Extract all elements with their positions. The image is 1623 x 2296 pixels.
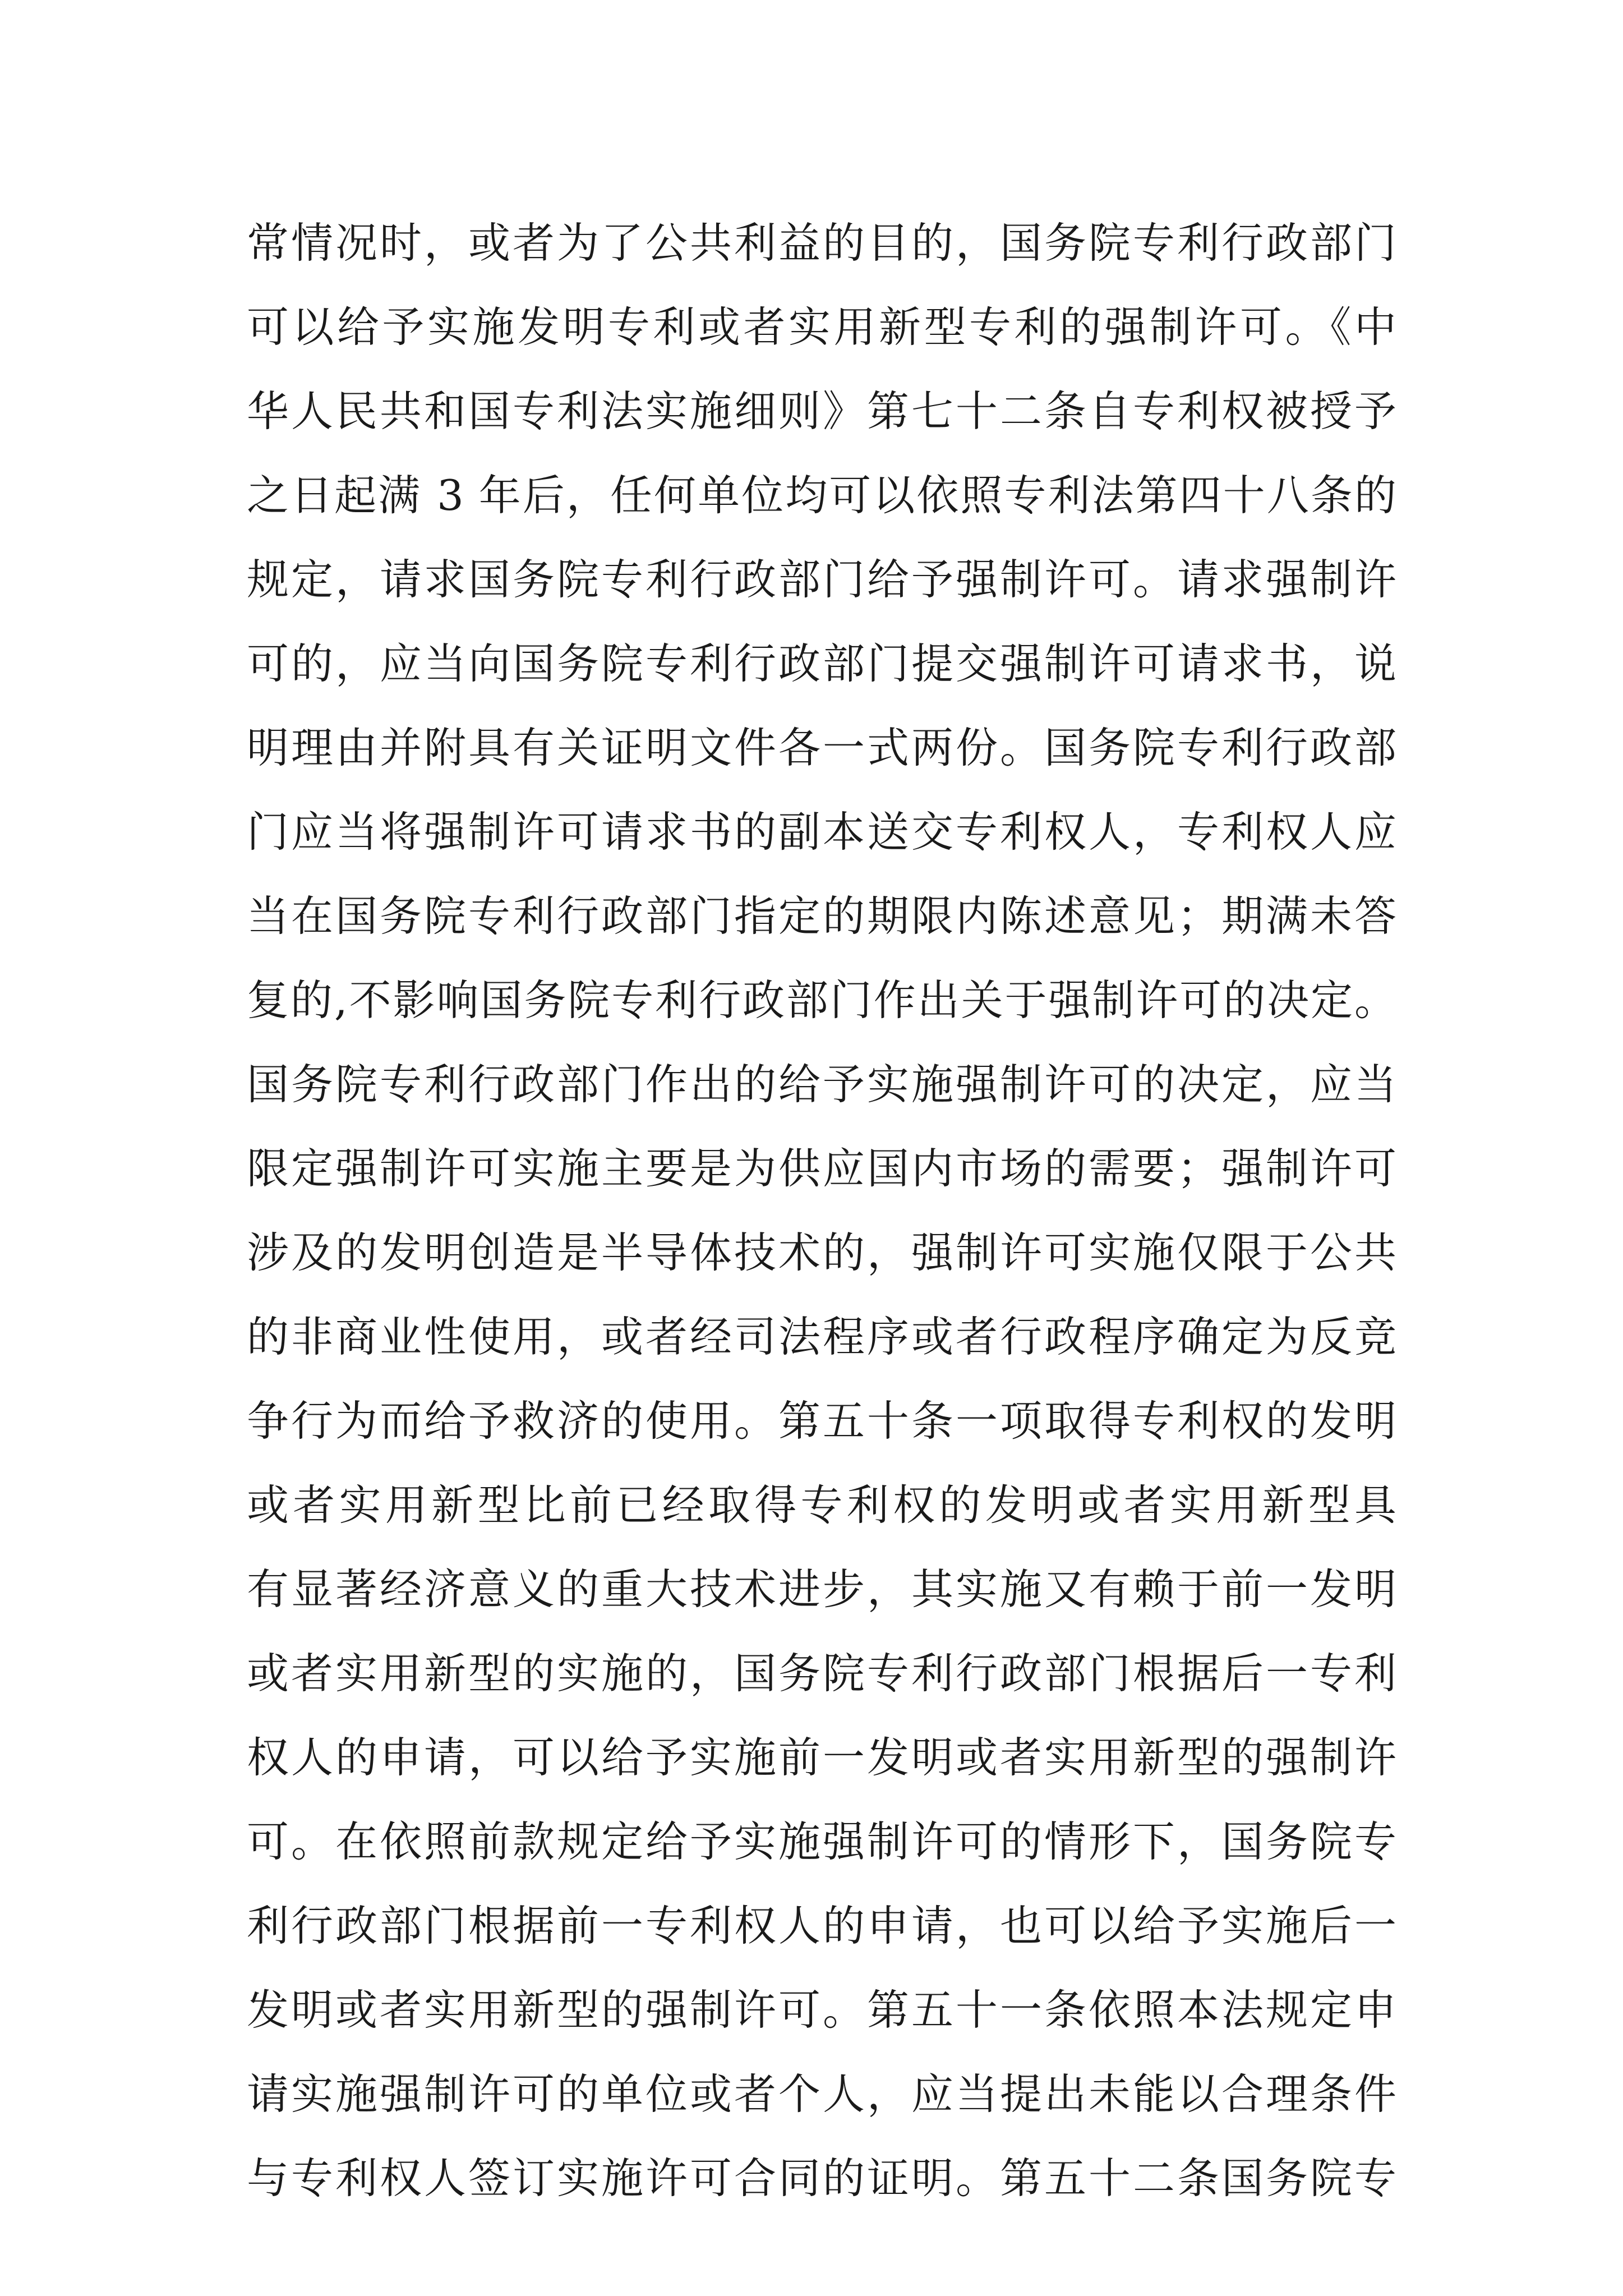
text-line: 华人民共和国专利法实施细则》第七十二条自专利权被授予 (247, 386, 1396, 436)
text-line: 与专利权人签订实施许可合同的证明。第五十二条国务院专 (247, 2154, 1396, 2203)
text-line: 发明或者实用新型的强制许可。第五十一条依照本法规定申 (247, 1985, 1396, 2035)
text-line: 复的,不影响国务院专利行政部门作出关于强制许可的决定。 (247, 976, 1396, 1025)
body-text (247, 201, 1396, 2220)
text-line: 可的，应当向国务院专利行政部门提交强制许可请求书，说 (247, 639, 1396, 688)
text-line: 利行政部门根据前一专利权人的申请，也可以给予实施后一 (247, 1901, 1396, 1950)
text-line: 门应当将强制许可请求书的副本送交专利权人，专利权人应 (247, 807, 1396, 857)
text-line: 明理由并附具有关证明文件各一式两份。国务院专利行政部 (247, 723, 1396, 772)
text-line: 国务院专利行政部门作出的给予实施强制许可的决定，应当 (247, 1060, 1396, 1109)
text-line: 有显著经济意义的重大技术进步，其实施又有赖于前一发明 (247, 1565, 1396, 1614)
text-line: 可。在依照前款规定给予实施强制许可的情形下，国务院专 (247, 1817, 1396, 1866)
text-line: 限定强制许可实施主要是为供应国内市场的需要；强制许可 (247, 1144, 1396, 1193)
text-line: 涉及的发明创造是半导体技术的，强制许可实施仅限于公共 (247, 1228, 1396, 1277)
text-line: 当在国务院专利行政部门指定的期限内陈述意见；期满未答 (247, 891, 1396, 941)
text-line: 规定，请求国务院专利行政部门给予强制许可。请求强制许 (247, 555, 1396, 604)
text-line: 的非商业性使用，或者经司法程序或者行政程序确定为反竞 (247, 1312, 1396, 1361)
text-line: 权人的申请，可以给予实施前一发明或者实用新型的强制许 (247, 1733, 1396, 1782)
text-line: 可以给予实施发明专利或者实用新型专利的强制许可。《中 (247, 302, 1396, 352)
text-line: 或者实用新型的实施的，国务院专利行政部门根据后一专利 (247, 1649, 1396, 1698)
text-line: 常情况时，或者为了公共利益的目的，国务院专利行政部门 (247, 218, 1396, 268)
text-line: 或者实用新型比前已经取得专利权的发明或者实用新型具 (247, 1480, 1396, 1530)
text-line: 之日起满 3 年后，任何单位均可以依照专利法第四十八条的 (247, 471, 1396, 520)
text-line: 请实施强制许可的单位或者个人，应当提出未能以合理条件 (247, 2069, 1396, 2119)
text-line: 争行为而给予救济的使用。第五十条一项取得专利权的发明 (247, 1396, 1396, 1446)
